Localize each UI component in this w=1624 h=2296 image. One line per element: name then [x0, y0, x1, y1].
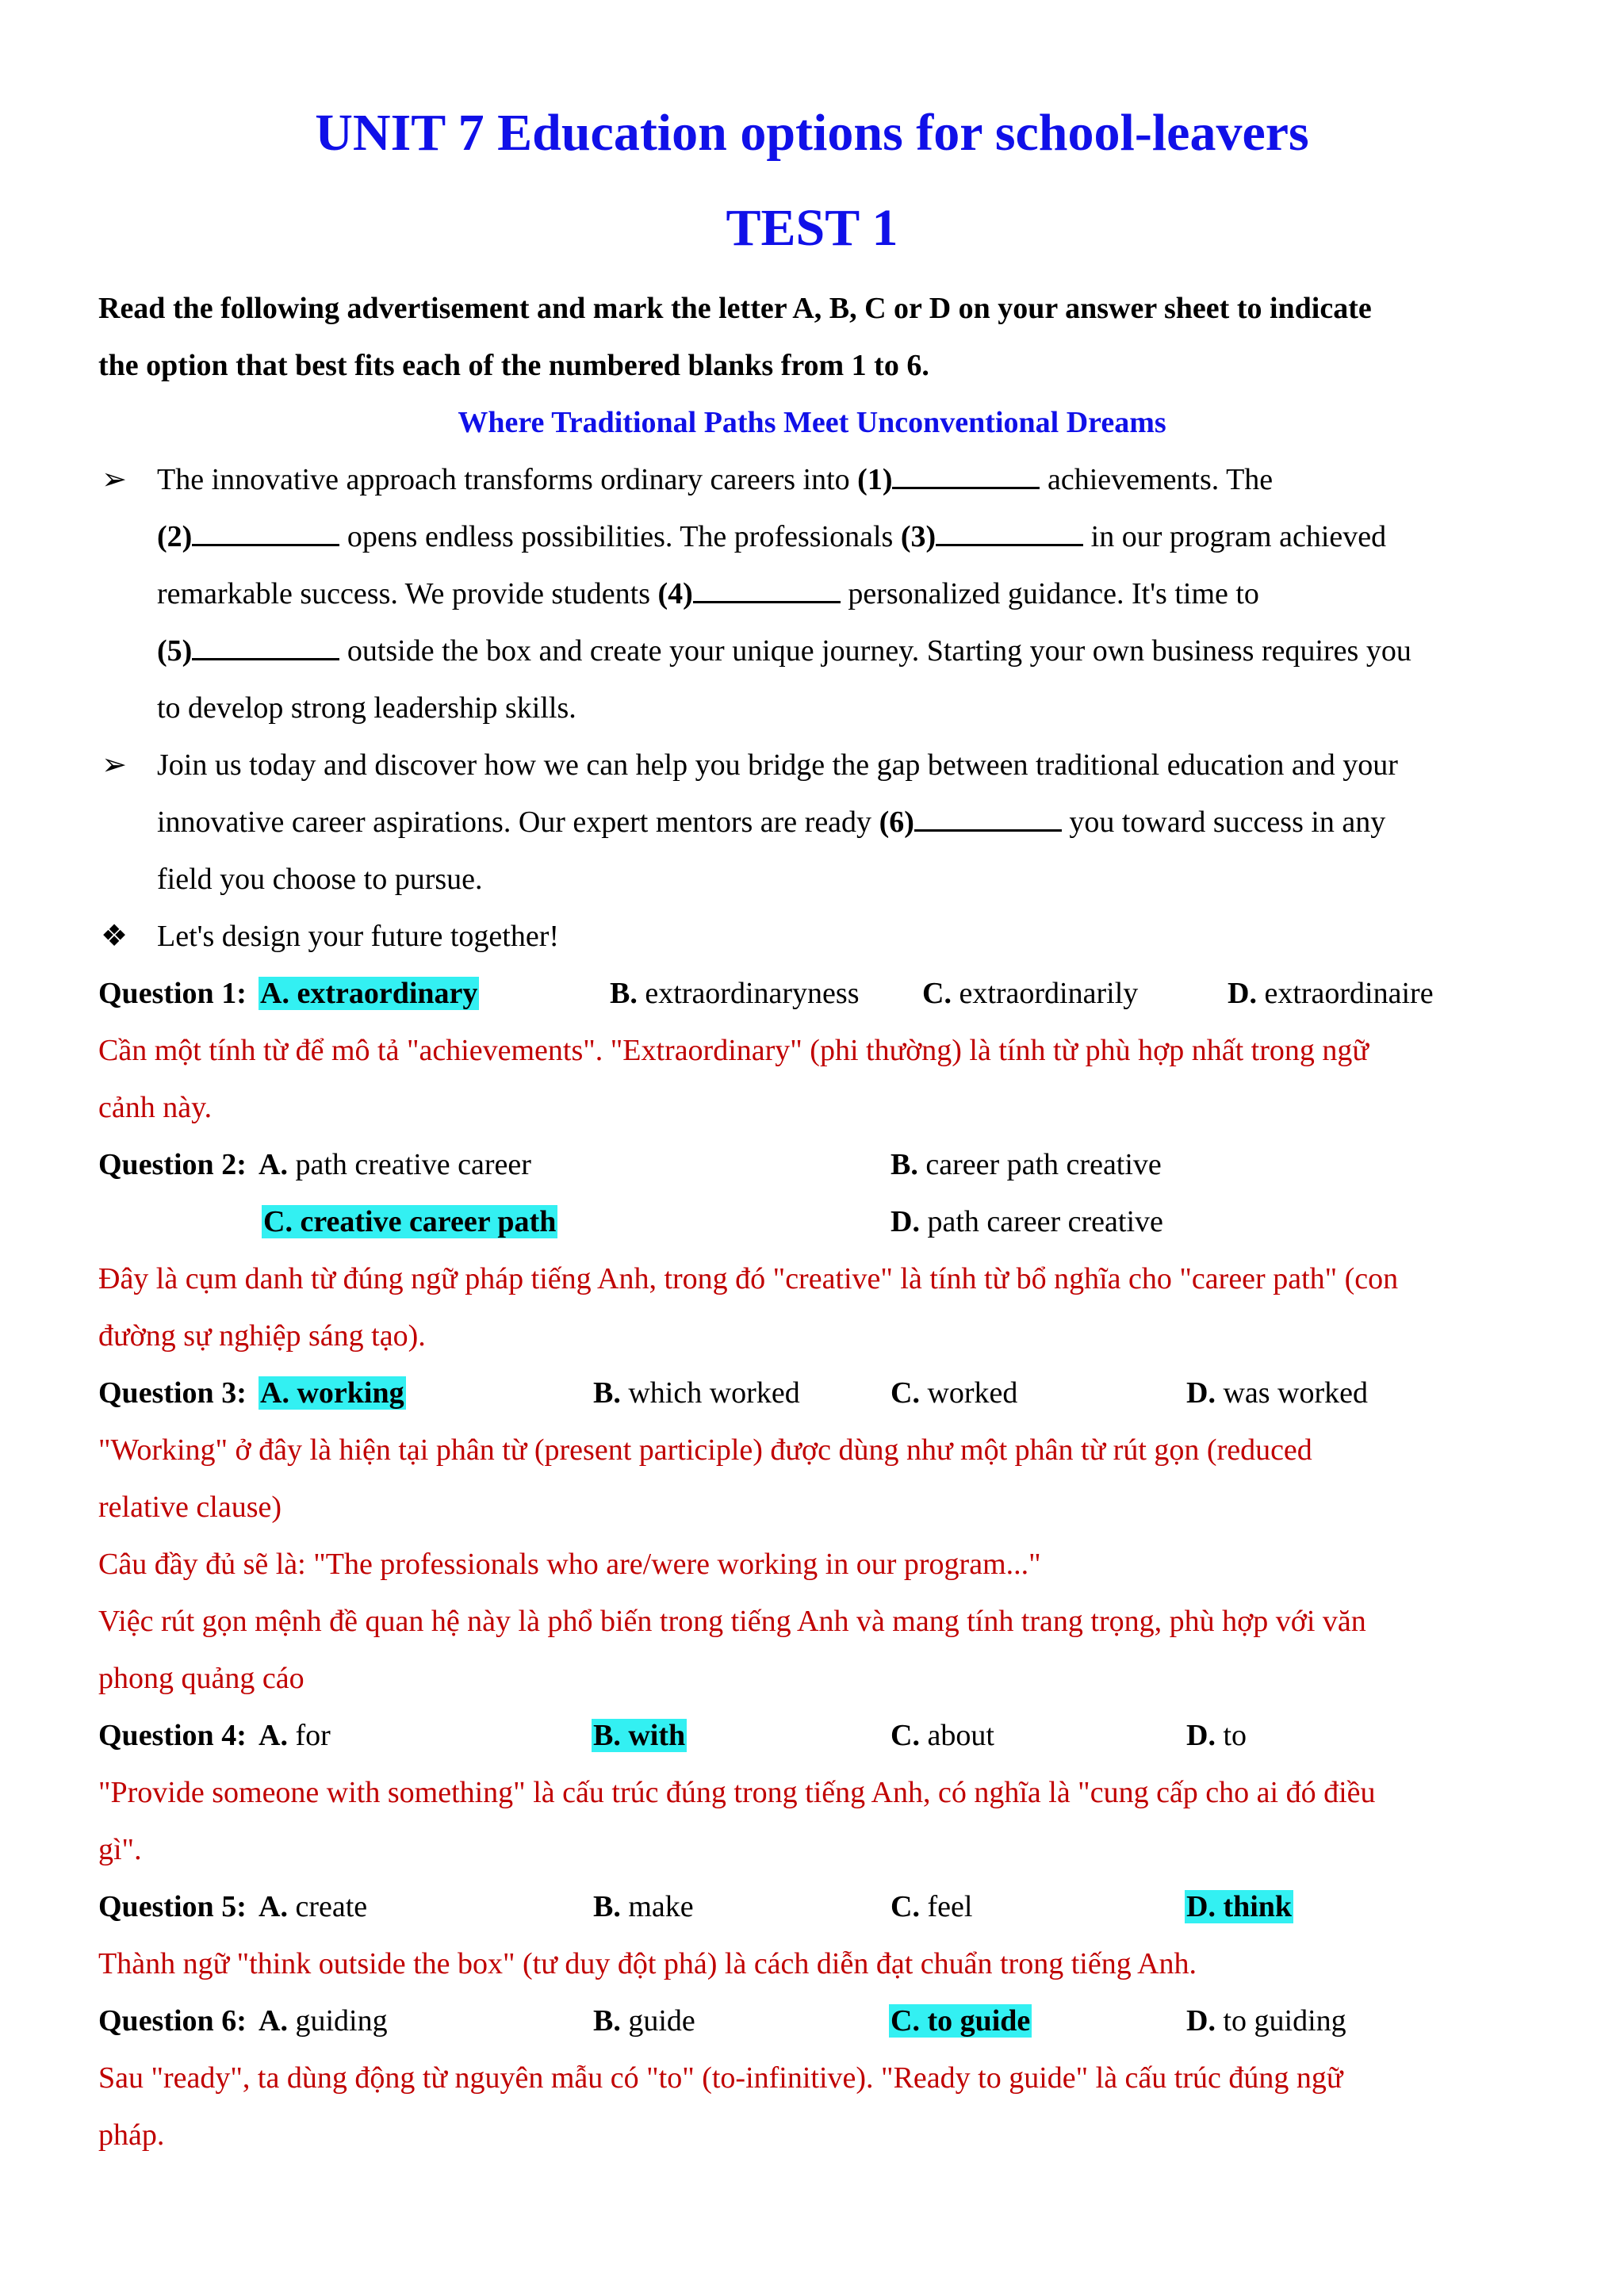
blank-number: (3) [900, 520, 936, 553]
option-b: B. which worked [593, 1376, 800, 1410]
option-a: A. guiding [259, 2004, 388, 2038]
option-a [259, 1364, 406, 1422]
blank-line [693, 574, 841, 603]
option-b: B. career path creative [891, 1148, 1162, 1181]
blank-line [914, 802, 1062, 832]
option-a: A. for [259, 1719, 331, 1752]
option-c [889, 1992, 1032, 2049]
blank-line [892, 460, 1040, 489]
passage-line: Join us today and discover how we can help you bridge the gap between traditional education and your [157, 748, 1398, 782]
option-c: C. extraordinarily [922, 977, 1139, 1010]
passage-text: you toward success in any [1061, 806, 1386, 839]
correct-answer-highlight: B. with [593, 1719, 686, 1752]
explanation-line: gì". [98, 1833, 142, 1866]
option-b: B. guide [593, 2004, 695, 2038]
passage-text: in our program achieved [1083, 520, 1387, 553]
passage-text: remarkable success. We provide students [157, 577, 658, 610]
explanation-line: Sau "ready", ta dùng động từ nguyên mẫu có "to" (to-infinitive). "Ready to guide" là cấu trúc đúng ngữ [98, 2061, 1343, 2095]
explanation-line: Câu đầy đủ sẽ là: "The professionals who are/were working in our program..." [98, 1548, 1041, 1581]
passage-line: to develop strong leadership skills. [157, 691, 576, 725]
passage-line [157, 451, 1273, 508]
correct-answer-highlight: A. working [260, 1376, 404, 1410]
explanation-line: phong quảng cáo [98, 1662, 304, 1695]
blank-number: (1) [857, 463, 893, 496]
explanation-line: "Provide someone with something" là cấu trúc đúng trong tiếng Anh, có nghĩa là "cung cấp cho ai đó điều [98, 1776, 1376, 1809]
unit-title: UNIT 7 Education options for school-leavers [315, 104, 1309, 162]
option-a: A. create [259, 1890, 368, 1923]
option-d: D. extraordinaire [1228, 977, 1434, 1010]
option-c: C. feel [891, 1890, 973, 1923]
diamond-bullet-icon: ❖ [100, 920, 128, 953]
option-d: D. to guiding [1186, 2004, 1346, 2038]
option-c [262, 1193, 557, 1250]
explanation-line: Đây là cụm danh từ đúng ngữ pháp tiếng Anh, trong đó "creative" là tính từ bổ nghĩa cho "career path" (con [98, 1262, 1399, 1295]
arrow-bullet-icon: ➢ [102, 463, 127, 496]
instruction-line-1: Read the following advertisement and mark the letter A, B, C or D on your answer sheet to indicate [98, 292, 1372, 325]
option-d [1185, 1878, 1293, 1935]
passage-text: outside the box and create your unique journey. Starting your own business requires you [339, 634, 1411, 668]
passage-text: The innovative approach transforms ordinary careers into [157, 463, 858, 496]
blank-number: (5) [157, 634, 193, 668]
explanation-line: Việc rút gọn mệnh đề quan hệ này là phổ biến trong tiếng Anh và mang tính trang trọng, phù hợp với văn [98, 1605, 1366, 1638]
passage-line [157, 794, 1385, 851]
question-label: Question 2: [98, 1148, 247, 1181]
explanation-line: Cần một tính từ để mô tả "achievements". "Extraordinary" (phi thường) là tính từ phù hợp nhất trong ngữ [98, 1034, 1369, 1067]
explanation-line: đường sự nghiệp sáng tạo). [98, 1319, 426, 1353]
blank-number: (6) [879, 806, 914, 839]
correct-answer-highlight: C. creative career path [263, 1205, 557, 1238]
question-label: Question 6: [98, 2004, 247, 2038]
explanation-line: pháp. [98, 2118, 165, 2152]
passage-line: Let's design your future together! [157, 920, 560, 953]
option-c: C. worked [891, 1376, 1018, 1410]
blank-line [192, 631, 339, 660]
option-d: D. path career creative [891, 1205, 1163, 1238]
question-label: Question 1: [98, 977, 247, 1010]
option-b [592, 1707, 687, 1764]
passage-line: field you choose to pursue. [157, 863, 483, 896]
passage-line [157, 565, 1259, 622]
explanation-line: relative clause) [98, 1490, 282, 1524]
blank-number: (2) [157, 520, 193, 553]
blank-line [936, 517, 1083, 546]
option-b: B. make [593, 1890, 694, 1923]
passage-text: personalized guidance. It's time to [840, 577, 1259, 610]
explanation-line: Thành ngữ "think outside the box" (tư duy đột phá) là cách diễn đạt chuẩn trong tiếng Anh. [98, 1947, 1197, 1980]
blank-line [192, 517, 339, 546]
arrow-bullet-icon: ➢ [102, 748, 127, 782]
question-label: Question 3: [98, 1376, 247, 1410]
passage-line [157, 508, 1386, 565]
test-title: TEST 1 [726, 199, 898, 257]
correct-answer-highlight: C. to guide [891, 2004, 1031, 2038]
instruction-line-2: the option that best fits each of the numbered blanks from 1 to 6. [98, 349, 929, 382]
passage-text: opens endless possibilities. The professionals [339, 520, 901, 553]
option-d: D. to [1186, 1719, 1247, 1752]
option-a: A. path creative career [259, 1148, 531, 1181]
passage-title: Where Traditional Paths Meet Unconventional Dreams [458, 406, 1166, 439]
passage-line [157, 622, 1411, 679]
option-c: C. about [891, 1719, 994, 1752]
option-a [259, 965, 479, 1022]
correct-answer-highlight: D. think [1186, 1890, 1293, 1923]
explanation-line: cảnh này. [98, 1091, 213, 1124]
correct-answer-highlight: A. extraordinary [260, 977, 478, 1010]
blank-number: (4) [657, 577, 693, 610]
question-label: Question 4: [98, 1719, 247, 1752]
question-label: Question 5: [98, 1890, 247, 1923]
passage-text: achievements. The [1040, 463, 1274, 496]
explanation-line: "Working" ở đây là hiện tại phân từ (present participle) được dùng như một phân từ rút gọn (reduced [98, 1433, 1312, 1467]
option-d: D. was worked [1186, 1376, 1369, 1410]
option-b: B. extraordinaryness [610, 977, 860, 1010]
passage-text: innovative career aspirations. Our expert mentors are ready [157, 806, 879, 839]
